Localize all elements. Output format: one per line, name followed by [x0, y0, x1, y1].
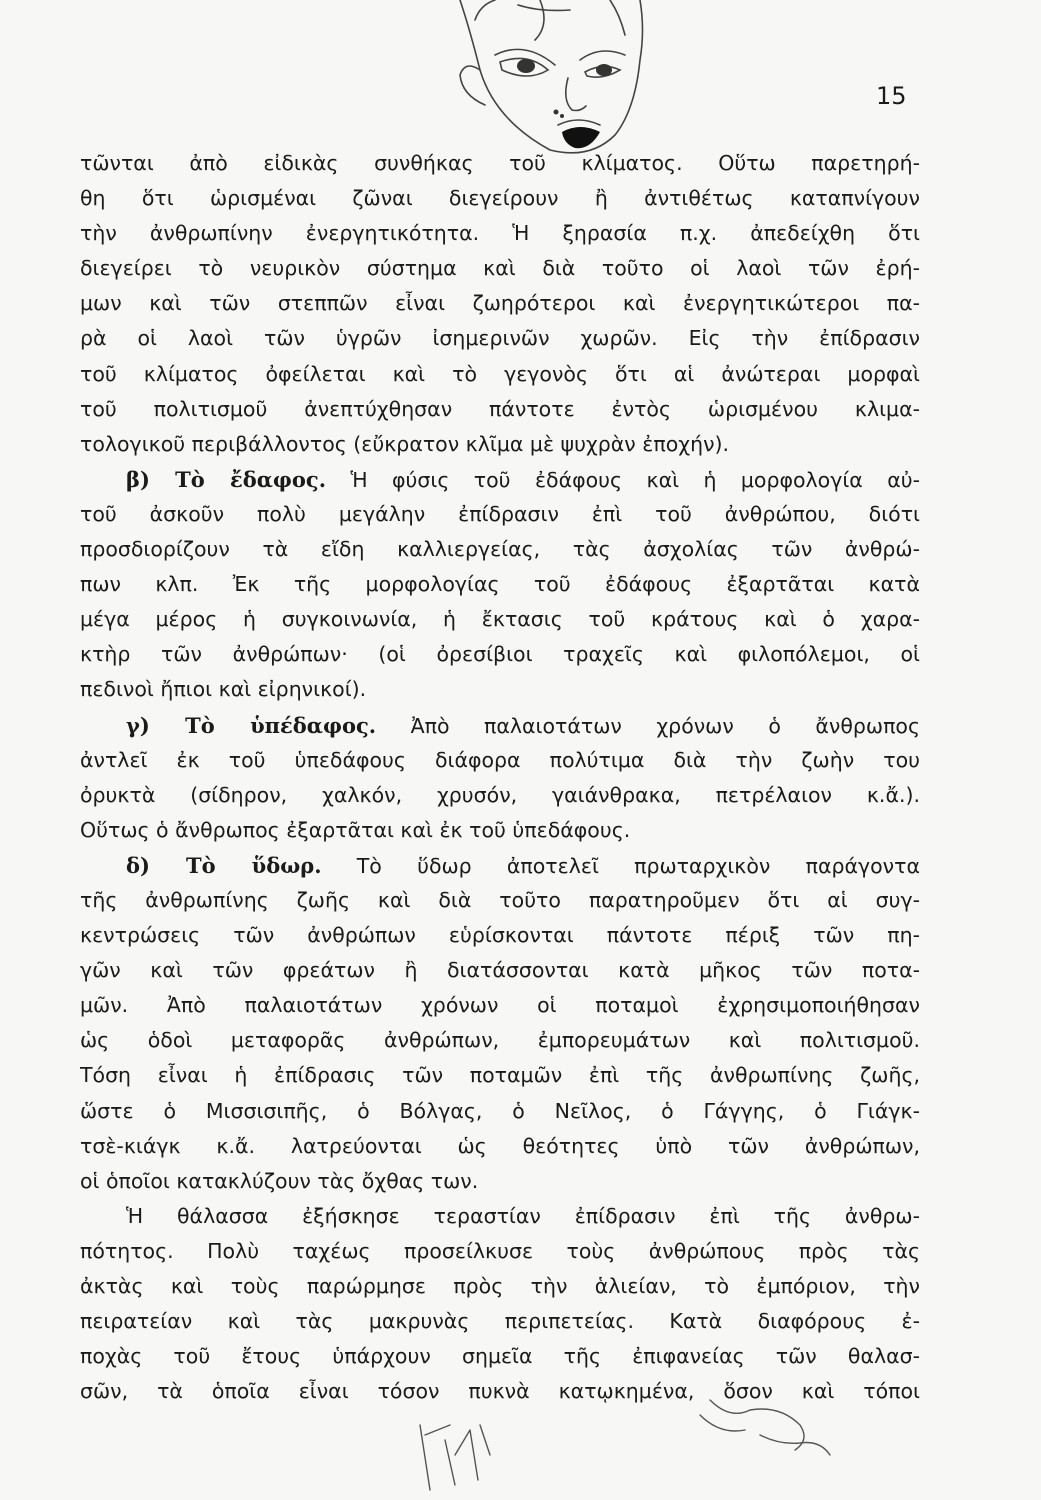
text-line: πότητος. Πολὺ ταχέως προσείλκυσε τοὺς ἀνθρώπους πρὸς τὰς	[80, 1238, 920, 1263]
text-line: ὀρυκτὰ (σίδηρον, χαλκόν, χρυσόν, γαιάνθρακα, πετρέλαιον κ.ἄ.).	[80, 782, 920, 807]
text-line: οἱ ὁποῖοι κατακλύζουν τὰς ὄχθας των.	[80, 1168, 479, 1193]
bottom-scribble-drawing	[400, 1395, 920, 1500]
text-line: ποχὰς τοῦ ἔτους ὑπάρχουν σημεῖα τῆς ἐπιφανείας τῶν θαλασ-	[80, 1344, 920, 1369]
text-body	[80, 146, 920, 1409]
page-number: 15	[876, 82, 907, 110]
text-line: θη ὅτι ὡρισμέναι ζῶναι διεγείρουν ἢ ἀντιθέτως καταπνίγουν	[80, 186, 920, 211]
text-line: ὥστε ὁ Μισσισιπῆς, ὁ Βόλγας, ὁ Νεῖλος, ὁ Γάγγης, ὁ Γιάγκ-	[80, 1098, 920, 1123]
text-line: Οὕτως ὁ ἄνθρωπος ἐξαρτᾶται καὶ ἐκ τοῦ ὑπεδάφους.	[80, 817, 631, 842]
text-line: γῶν καὶ τῶν φρεάτων ἢ διατάσσονται κατὰ μῆκος τῶν ποτα-	[80, 958, 920, 983]
section-heading-line: δ) Τὸ ὕδωρ. Τὸ ὕδωρ ἀποτελεῖ πρωταρχικὸν παράγοντα	[126, 852, 920, 878]
text-line: τοῦ πολιτισμοῦ ἀνεπτύχθησαν πάντοτε ἐντὸς ὡρισμένου κλιμα-	[80, 396, 920, 421]
text-line: σῶν, τὰ ὁποῖα εἶναι τόσον πυκνὰ κατῳκημένα, ὅσον καὶ τόποι	[80, 1379, 920, 1404]
text-line: μέγα μέρος ἡ συγκοινωνία, ἡ ἔκτασις τοῦ κράτους καὶ ὁ χαρα-	[80, 607, 920, 632]
text-line: προσδιορίζουν τὰ εἴδη καλλιεργείας, τὰς ἀσχολίας τῶν ἀνθρώ-	[80, 537, 920, 562]
text-line: ἀντλεῖ ἐκ τοῦ ὑπεδάφους διάφορα πολύτιμα διὰ τὴν ζωὴν του	[80, 747, 920, 772]
text-line: τσὲ-κιάγκ κ.ἄ. λατρεύονται ὡς θεότητες ὑπὸ τῶν ἀνθρώπων,	[80, 1133, 920, 1158]
text-line: ρὰ οἱ λαοὶ τῶν ὑγρῶν ἰσημερινῶν χωρῶν. Εἰς τὴν ἐπίδρασιν	[80, 326, 920, 351]
section-heading-line: β) Τὸ ἔδαφος. Ἡ φύσις τοῦ ἐδάφους καὶ ἡ μορφολογία αὐ-	[126, 466, 920, 492]
text-line: τῆς ἀνθρωπίνης ζωῆς καὶ διὰ τοῦτο παρατηροῦμεν ὅτι αἱ συγ-	[80, 887, 920, 912]
text-line: κτὴρ τῶν ἀνθρώπων· (οἱ ὀρεσίβιοι τραχεῖς καὶ φιλοπόλεμοι, οἱ	[80, 642, 920, 667]
text-line: πων κλπ. Ἐκ τῆς μορφολογίας τοῦ ἐδάφους ἐξαρτᾶται κατὰ	[80, 572, 920, 597]
section-heading: β) Τὸ ἔδαφος.	[126, 466, 327, 492]
text-line: Τόση εἶναι ἡ ἐπίδρασις τῶν ποταμῶν ἐπὶ τῆς ἀνθρωπίνης ζωῆς,	[80, 1063, 920, 1088]
text-line: διεγείρει τὸ νευρικὸν σύστημα καὶ διὰ τοῦτο οἱ λαοὶ τῶν ἐρή-	[80, 256, 920, 281]
text-line: μων καὶ τῶν στεππῶν εἶναι ζωηρότεροι καὶ ἐνεργητικώτεροι πα-	[80, 291, 920, 316]
text-line: ὡς ὁδοὶ μεταφορᾶς ἀνθρώπων, ἐμπορευμάτων καὶ πολιτισμοῦ.	[80, 1028, 920, 1053]
section-heading-line: γ) Τὸ ὑπέδαφος. Ἀπὸ παλαιοτάτων χρόνων ὁ ἄνθρωπος	[126, 712, 920, 738]
text-line: τῶνται ἀπὸ εἰδικὰς συνθήκας τοῦ κλίματος. Οὕτω παρετηρή-	[80, 151, 920, 175]
text-line: τοῦ ἀσκοῦν πολὺ μεγάλην ἐπίδρασιν ἐπὶ τοῦ ἀνθρώπου, διότι	[80, 501, 920, 526]
section-heading: γ) Τὸ ὑπέδαφος.	[126, 712, 377, 738]
text-line: τὴν ἀνθρωπίνην ἐνεργητικότητα. Ἡ ξηρασία π.χ. ἀπεδείχθη ὅτι	[80, 221, 920, 246]
text-line: Ἡ θάλασσα ἐξήσκησε τεραστίαν ἐπίδρασιν ἐπὶ τῆς ἀνθρω-	[126, 1203, 920, 1228]
text-line: κεντρώσεις τῶν ἀνθρώπων εὑρίσκονται πάντοτε πέριξ τῶν πη-	[80, 923, 920, 948]
text-line: ἀκτὰς καὶ τοὺς παρώρμησε πρὸς τὴν ἁλιείαν, τὸ ἐμπόριον, τὴν	[80, 1274, 920, 1298]
text-line: τολογικοῦ περιβάλλοντος (εὔκρατον κλῖμα μὲ ψυχρὰν ἐποχήν).	[80, 431, 730, 456]
section-heading: δ) Τὸ ὕδωρ.	[126, 852, 322, 878]
text-line: πειρατείαν καὶ τὰς μακρυνὰς περιπετείας. Κατὰ διαφόρους ἐ-	[80, 1309, 920, 1334]
text-line: πεδινοὶ ἤπιοι καὶ εἰρηνικοί).	[80, 677, 367, 702]
text-line: τοῦ κλίματος ὀφείλεται καὶ τὸ γεγονὸς ὅτι αἱ ἀνώτεραι μορφαὶ	[80, 361, 920, 386]
text-line: μῶν. Ἀπὸ παλαιοτάτων χρόνων οἱ ποταμοὶ ἐχρησιμοποιήθησαν	[80, 993, 920, 1018]
